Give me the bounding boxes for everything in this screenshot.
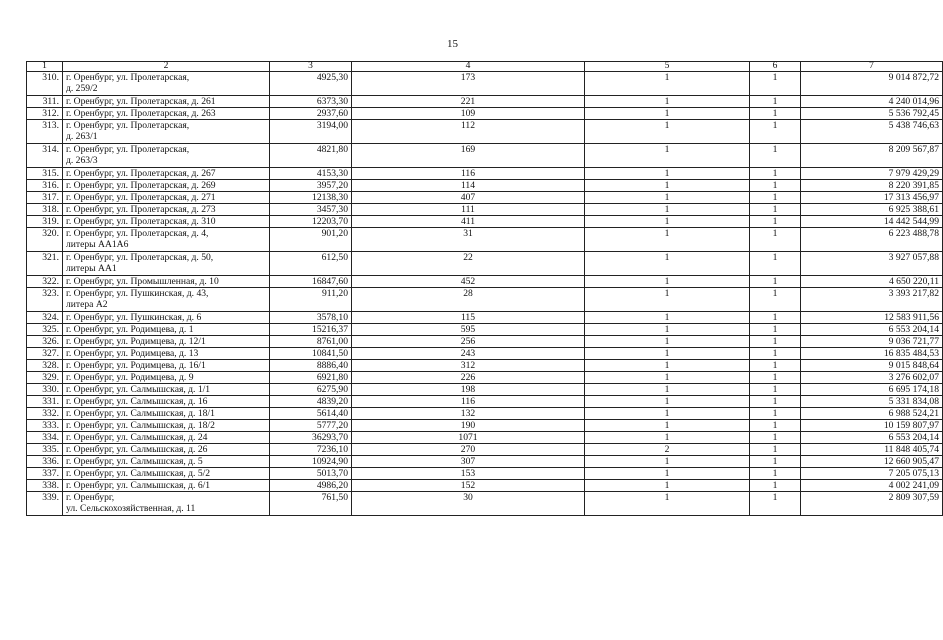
count-cell: 114 <box>352 180 585 192</box>
value5-cell: 1 <box>585 408 750 420</box>
count-cell: 198 <box>352 384 585 396</box>
value6-cell: 1 <box>750 432 801 444</box>
column-header: 5 <box>585 62 750 72</box>
row-number-cell: 321. <box>27 252 63 276</box>
count-cell: 243 <box>352 348 585 360</box>
amount-cell: 4 650 220,11 <box>801 276 943 288</box>
area-cell: 4839,20 <box>270 396 352 408</box>
address-cell <box>63 432 270 444</box>
address-line: г. Оренбург, ул. Салмышская, д. 24 <box>66 432 208 443</box>
value5-cell: 1 <box>585 312 750 324</box>
count-cell: 30 <box>352 492 585 516</box>
address-cell <box>63 384 270 396</box>
amount-cell: 6 695 174,18 <box>801 384 943 396</box>
table-row <box>27 120 943 144</box>
value5-cell: 1 <box>585 252 750 276</box>
address-line: г. Оренбург, ул. Пролетарская, д. 271 <box>66 192 216 203</box>
value6-cell: 1 <box>750 276 801 288</box>
row-number-cell: 334. <box>27 432 63 444</box>
value6-cell: 1 <box>750 204 801 216</box>
value6-cell: 1 <box>750 396 801 408</box>
column-header: 3 <box>270 62 352 72</box>
address-line: г. Оренбург, ул. Родимцева, д. 9 <box>66 372 194 383</box>
area-cell: 3194,00 <box>270 120 352 144</box>
count-cell: 111 <box>352 204 585 216</box>
amount-cell: 6 553 204,14 <box>801 324 943 336</box>
amount-cell: 8 209 567,87 <box>801 144 943 168</box>
table-body <box>27 72 943 516</box>
address-cell <box>63 120 270 144</box>
value5-cell: 1 <box>585 144 750 168</box>
table-row <box>27 180 943 192</box>
address-line: г. Оренбург, ул. Родимцева, д. 1 <box>66 324 194 335</box>
value5-cell: 1 <box>585 384 750 396</box>
count-cell: 407 <box>352 192 585 204</box>
count-cell: 169 <box>352 144 585 168</box>
row-number-cell: 320. <box>27 228 63 252</box>
row-number-cell: 319. <box>27 216 63 228</box>
row-number-cell: 338. <box>27 480 63 492</box>
address-line: г. Оренбург, ул. Промышленная, д. 10 <box>66 276 219 287</box>
address-cell <box>63 312 270 324</box>
value5-cell: 1 <box>585 372 750 384</box>
count-cell: 153 <box>352 468 585 480</box>
area-cell: 3957,20 <box>270 180 352 192</box>
table-header-row <box>27 62 943 72</box>
address-line: г. Оренбург, ул. Пролетарская, д. 310 <box>66 216 216 227</box>
address-cell <box>63 192 270 204</box>
row-number-cell: 336. <box>27 456 63 468</box>
address-cell <box>63 180 270 192</box>
amount-cell: 9 036 721,77 <box>801 336 943 348</box>
address-line: г. Оренбург, ул. Пролетарская, <box>66 144 190 155</box>
count-cell: 116 <box>352 168 585 180</box>
address-cell <box>63 216 270 228</box>
address-line: г. Оренбург, ул. Салмышская, д. 18/2 <box>66 420 215 431</box>
count-cell: 115 <box>352 312 585 324</box>
amount-cell: 16 835 484,53 <box>801 348 943 360</box>
count-cell: 312 <box>352 360 585 372</box>
column-header: 1 <box>27 62 63 72</box>
value6-cell: 1 <box>750 348 801 360</box>
table-row <box>27 276 943 288</box>
table-row <box>27 192 943 204</box>
row-number-cell: 325. <box>27 324 63 336</box>
area-cell: 901,20 <box>270 228 352 252</box>
address-line: г. Оренбург, ул. Родимцева, д. 16/1 <box>66 360 206 371</box>
amount-cell: 5 536 792,45 <box>801 108 943 120</box>
value5-cell: 2 <box>585 444 750 456</box>
value6-cell: 1 <box>750 336 801 348</box>
row-number-cell: 330. <box>27 384 63 396</box>
address-cell <box>63 324 270 336</box>
area-cell: 8761,00 <box>270 336 352 348</box>
address-line: г. Оренбург, ул. Пролетарская, д. 263 <box>66 108 216 119</box>
address-line: литеры АА1 <box>66 263 117 274</box>
value6-cell: 1 <box>750 168 801 180</box>
table-row <box>27 96 943 108</box>
address-line: г. Оренбург, ул. Салмышская, д. 6/1 <box>66 480 211 491</box>
value6-cell: 1 <box>750 384 801 396</box>
area-cell: 5777,20 <box>270 420 352 432</box>
row-number-cell: 313. <box>27 120 63 144</box>
amount-cell: 14 442 544,99 <box>801 216 943 228</box>
value6-cell: 1 <box>750 108 801 120</box>
address-cell <box>63 348 270 360</box>
amount-cell: 12 660 905,47 <box>801 456 943 468</box>
address-line: г. Оренбург, ул. Родимцева, д. 12/1 <box>66 336 206 347</box>
value6-cell: 1 <box>750 408 801 420</box>
address-cell <box>63 96 270 108</box>
row-number-cell: 324. <box>27 312 63 324</box>
column-header: 2 <box>63 62 270 72</box>
address-line: д. 263/3 <box>66 155 98 166</box>
address-line: д. 263/1 <box>66 131 98 142</box>
value6-cell: 1 <box>750 468 801 480</box>
amount-cell: 7 205 075,13 <box>801 468 943 480</box>
row-number-cell: 326. <box>27 336 63 348</box>
table-row <box>27 444 943 456</box>
area-cell: 5614,40 <box>270 408 352 420</box>
value5-cell: 1 <box>585 420 750 432</box>
area-cell: 6373,30 <box>270 96 352 108</box>
area-cell: 911,20 <box>270 288 352 312</box>
table-row <box>27 456 943 468</box>
row-number-cell: 311. <box>27 96 63 108</box>
amount-cell: 5 331 834,08 <box>801 396 943 408</box>
value5-cell: 1 <box>585 192 750 204</box>
row-number-cell: 331. <box>27 396 63 408</box>
value5-cell: 1 <box>585 288 750 312</box>
value6-cell: 1 <box>750 480 801 492</box>
address-cell <box>63 72 270 96</box>
count-cell: 152 <box>352 480 585 492</box>
value5-cell: 1 <box>585 276 750 288</box>
address-line: г. Оренбург, ул. Пролетарская, д. 261 <box>66 96 216 107</box>
column-header: 4 <box>352 62 585 72</box>
amount-cell: 11 848 405,74 <box>801 444 943 456</box>
value5-cell: 1 <box>585 468 750 480</box>
area-cell: 4925,30 <box>270 72 352 96</box>
table-row <box>27 384 943 396</box>
row-number-cell: 332. <box>27 408 63 420</box>
row-number-cell: 329. <box>27 372 63 384</box>
area-cell: 10841,50 <box>270 348 352 360</box>
row-number-cell: 323. <box>27 288 63 312</box>
row-number-cell: 328. <box>27 360 63 372</box>
amount-cell: 6 925 388,61 <box>801 204 943 216</box>
table-row <box>27 360 943 372</box>
address-line: г. Оренбург, ул. Пролетарская, д. 269 <box>66 180 216 191</box>
column-header: 6 <box>750 62 801 72</box>
address-cell <box>63 108 270 120</box>
address-line: г. Оренбург, ул. Пролетарская, д. 4, <box>66 228 209 239</box>
address-cell <box>63 288 270 312</box>
address-line: г. Оренбург, ул. Пролетарская, <box>66 120 190 131</box>
area-cell: 612,50 <box>270 252 352 276</box>
amount-cell: 10 159 807,97 <box>801 420 943 432</box>
page-number: 15 <box>447 38 458 50</box>
address-line: г. Оренбург, ул. Пролетарская, д. 273 <box>66 204 216 215</box>
value6-cell: 1 <box>750 372 801 384</box>
value6-cell: 1 <box>750 216 801 228</box>
address-line: г. Оренбург, ул. Салмышская, д. 26 <box>66 444 208 455</box>
count-cell: 22 <box>352 252 585 276</box>
value6-cell: 1 <box>750 192 801 204</box>
table-row <box>27 204 943 216</box>
table-row <box>27 228 943 252</box>
address-cell <box>63 228 270 252</box>
row-number-cell: 327. <box>27 348 63 360</box>
row-number-cell: 317. <box>27 192 63 204</box>
address-line: д. 259/2 <box>66 83 98 94</box>
address-line: литера А2 <box>66 299 108 310</box>
row-number-cell: 315. <box>27 168 63 180</box>
area-cell: 5013,70 <box>270 468 352 480</box>
count-cell: 256 <box>352 336 585 348</box>
address-line: г. Оренбург, <box>66 492 115 503</box>
table-row <box>27 348 943 360</box>
address-cell <box>63 456 270 468</box>
value5-cell: 1 <box>585 228 750 252</box>
value6-cell: 1 <box>750 72 801 96</box>
value5-cell: 1 <box>585 396 750 408</box>
value6-cell: 1 <box>750 312 801 324</box>
table-row <box>27 408 943 420</box>
amount-cell: 3 927 057,88 <box>801 252 943 276</box>
row-number-cell: 314. <box>27 144 63 168</box>
value6-cell: 1 <box>750 456 801 468</box>
address-cell <box>63 252 270 276</box>
amount-cell: 6 223 488,78 <box>801 228 943 252</box>
count-cell: 226 <box>352 372 585 384</box>
count-cell: 112 <box>352 120 585 144</box>
count-cell: 221 <box>352 96 585 108</box>
value6-cell: 1 <box>750 324 801 336</box>
row-number-cell: 310. <box>27 72 63 96</box>
table-row <box>27 144 943 168</box>
row-number-cell: 316. <box>27 180 63 192</box>
amount-cell: 3 276 602,07 <box>801 372 943 384</box>
value5-cell: 1 <box>585 168 750 180</box>
value6-cell: 1 <box>750 96 801 108</box>
amount-cell: 6 553 204,14 <box>801 432 943 444</box>
area-cell: 4821,80 <box>270 144 352 168</box>
address-line: г. Оренбург, ул. Салмышская, д. 5 <box>66 456 203 467</box>
count-cell: 1071 <box>352 432 585 444</box>
value5-cell: 1 <box>585 96 750 108</box>
address-cell <box>63 372 270 384</box>
row-number-cell: 337. <box>27 468 63 480</box>
count-cell: 595 <box>352 324 585 336</box>
area-cell: 3457,30 <box>270 204 352 216</box>
area-cell: 6275,90 <box>270 384 352 396</box>
address-cell <box>63 144 270 168</box>
count-cell: 270 <box>352 444 585 456</box>
value6-cell: 1 <box>750 180 801 192</box>
table-row <box>27 336 943 348</box>
address-line: г. Оренбург, ул. Салмышская, д. 18/1 <box>66 408 215 419</box>
area-cell: 3578,10 <box>270 312 352 324</box>
count-cell: 28 <box>352 288 585 312</box>
value5-cell: 1 <box>585 492 750 516</box>
area-cell: 4153,30 <box>270 168 352 180</box>
value5-cell: 1 <box>585 456 750 468</box>
table-row <box>27 480 943 492</box>
address-line: г. Оренбург, ул. Салмышская, д. 1/1 <box>66 384 211 395</box>
row-number-cell: 312. <box>27 108 63 120</box>
table-row <box>27 252 943 276</box>
address-line: г. Оренбург, ул. Родимцева, д. 13 <box>66 348 199 359</box>
column-header: 7 <box>801 62 943 72</box>
row-number-cell: 318. <box>27 204 63 216</box>
address-cell <box>63 420 270 432</box>
value6-cell: 1 <box>750 420 801 432</box>
address-line: г. Оренбург, ул. Пушкинская, д. 6 <box>66 312 202 323</box>
area-cell: 6921,80 <box>270 372 352 384</box>
row-number-cell: 322. <box>27 276 63 288</box>
address-cell <box>63 276 270 288</box>
address-cell <box>63 468 270 480</box>
amount-cell: 12 583 911,56 <box>801 312 943 324</box>
value6-cell: 1 <box>750 228 801 252</box>
area-cell: 12203,70 <box>270 216 352 228</box>
amount-cell: 2 809 307,59 <box>801 492 943 516</box>
row-number-cell: 333. <box>27 420 63 432</box>
value5-cell: 1 <box>585 108 750 120</box>
area-cell: 4986,20 <box>270 480 352 492</box>
amount-cell: 8 220 391,85 <box>801 180 943 192</box>
address-cell <box>63 396 270 408</box>
amount-cell: 17 313 456,97 <box>801 192 943 204</box>
amount-cell: 9 015 848,64 <box>801 360 943 372</box>
count-cell: 411 <box>352 216 585 228</box>
amount-cell: 5 438 746,63 <box>801 120 943 144</box>
value5-cell: 1 <box>585 120 750 144</box>
area-cell: 2937,60 <box>270 108 352 120</box>
count-cell: 452 <box>352 276 585 288</box>
address-line: г. Оренбург, ул. Салмышская, д. 5/2 <box>66 468 211 479</box>
count-cell: 173 <box>352 72 585 96</box>
count-cell: 307 <box>352 456 585 468</box>
table-row <box>27 288 943 312</box>
address-cell <box>63 204 270 216</box>
amount-cell: 3 393 217,82 <box>801 288 943 312</box>
amount-cell: 6 988 524,21 <box>801 408 943 420</box>
address-cell <box>63 444 270 456</box>
address-line: г. Оренбург, ул. Пролетарская, д. 50, <box>66 252 214 263</box>
table-row <box>27 72 943 96</box>
address-line: г. Оренбург, ул. Салмышская, д. 16 <box>66 396 208 407</box>
row-number-cell: 335. <box>27 444 63 456</box>
address-cell <box>63 336 270 348</box>
amount-cell: 7 979 429,29 <box>801 168 943 180</box>
count-cell: 31 <box>352 228 585 252</box>
table-row <box>27 312 943 324</box>
data-table <box>26 61 943 516</box>
value6-cell: 1 <box>750 120 801 144</box>
value5-cell: 1 <box>585 324 750 336</box>
table-row <box>27 372 943 384</box>
value5-cell: 1 <box>585 480 750 492</box>
value6-cell: 1 <box>750 144 801 168</box>
area-cell: 16847,60 <box>270 276 352 288</box>
count-cell: 116 <box>352 396 585 408</box>
address-cell <box>63 480 270 492</box>
value6-cell: 1 <box>750 288 801 312</box>
value6-cell: 1 <box>750 492 801 516</box>
value5-cell: 1 <box>585 432 750 444</box>
table-row <box>27 108 943 120</box>
area-cell: 15216,37 <box>270 324 352 336</box>
area-cell: 36293,70 <box>270 432 352 444</box>
value5-cell: 1 <box>585 360 750 372</box>
table-row <box>27 420 943 432</box>
value5-cell: 1 <box>585 180 750 192</box>
amount-cell: 4 240 014,96 <box>801 96 943 108</box>
address-cell <box>63 360 270 372</box>
value5-cell: 1 <box>585 216 750 228</box>
area-cell: 12138,30 <box>270 192 352 204</box>
area-cell: 761,50 <box>270 492 352 516</box>
address-line: г. Оренбург, ул. Пролетарская, <box>66 72 190 83</box>
value6-cell: 1 <box>750 444 801 456</box>
area-cell: 10924,90 <box>270 456 352 468</box>
address-line: г. Оренбург, ул. Пушкинская, д. 43, <box>66 288 209 299</box>
row-number-cell: 339. <box>27 492 63 516</box>
table-row <box>27 216 943 228</box>
table-row <box>27 432 943 444</box>
count-cell: 109 <box>352 108 585 120</box>
value5-cell: 1 <box>585 204 750 216</box>
table-row <box>27 468 943 480</box>
address-cell <box>63 408 270 420</box>
amount-cell: 4 002 241,09 <box>801 480 943 492</box>
address-line: ул. Сельскохозяйственная, д. 11 <box>66 503 196 514</box>
table-row <box>27 492 943 516</box>
table-row <box>27 396 943 408</box>
value5-cell: 1 <box>585 72 750 96</box>
address-cell <box>63 492 270 516</box>
area-cell: 8886,40 <box>270 360 352 372</box>
value6-cell: 1 <box>750 252 801 276</box>
address-cell <box>63 168 270 180</box>
count-cell: 190 <box>352 420 585 432</box>
value6-cell: 1 <box>750 360 801 372</box>
count-cell: 132 <box>352 408 585 420</box>
table-row <box>27 168 943 180</box>
value5-cell: 1 <box>585 348 750 360</box>
value5-cell: 1 <box>585 336 750 348</box>
address-line: литеры АА1А6 <box>66 239 129 250</box>
amount-cell: 9 014 872,72 <box>801 72 943 96</box>
address-line: г. Оренбург, ул. Пролетарская, д. 267 <box>66 168 216 179</box>
area-cell: 7236,10 <box>270 444 352 456</box>
table-row <box>27 324 943 336</box>
